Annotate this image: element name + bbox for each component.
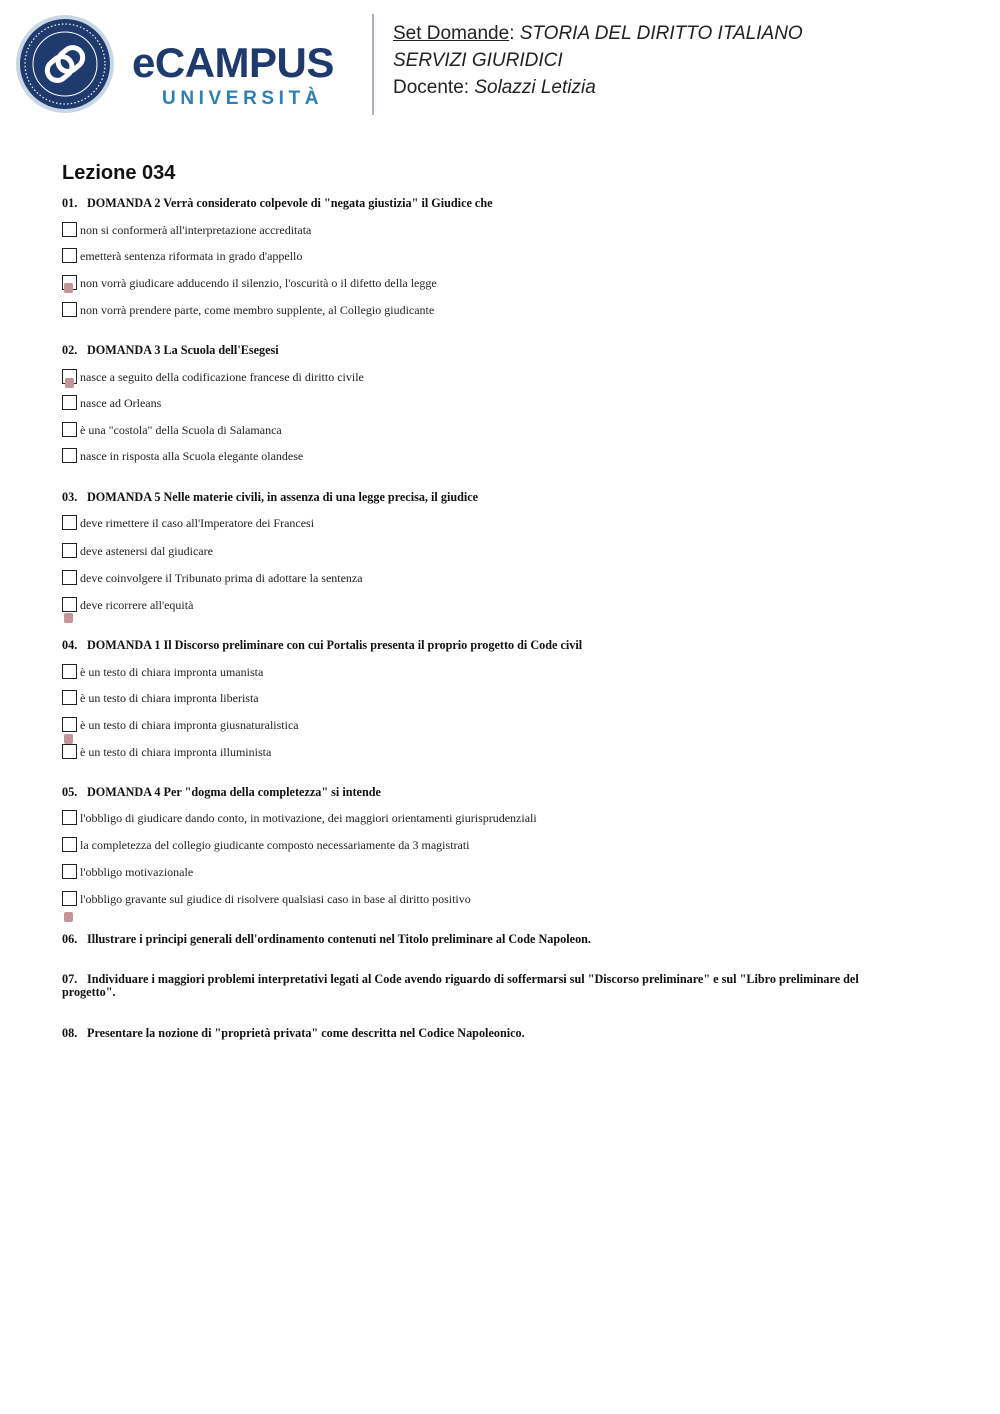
correct-answer-marker (64, 283, 73, 293)
option-text: deve rimettere il caso all'Imperatore dei Francesi (80, 516, 315, 530)
checkbox[interactable] (62, 222, 77, 237)
course-line: Set Domande: STORIA DEL DIRITTO ITALIANO (393, 23, 803, 44)
question-07: 07. Individuare i maggiori problemi interpretativi legati al Code avendo riguardo di soffermarsi sul "Discorso preliminare" e sul "Libro preliminare del progetto". (62, 972, 859, 999)
option-text: deve astenersi dal giudicare (80, 544, 213, 558)
ecampus-seal-logo (15, 14, 115, 114)
checkbox[interactable] (62, 597, 77, 612)
option-text: l'obbligo gravante sul giudice di risolvere qualsiasi caso in base al diritto positivo (80, 892, 471, 906)
teacher-name: Solazzi Letizia (474, 77, 596, 98)
option-text: la completezza del collegio giudicante composto necessariamente da 3 magistrati (80, 838, 470, 852)
checkbox[interactable] (62, 690, 77, 705)
option-text: è una "costola" della Scuola di Salamanca (80, 423, 282, 437)
question-text: DOMANDA 2 Verrà considerato colpevole di "negata giustizia" il Giudice che (87, 196, 493, 210)
question-05: 05. DOMANDA 4 Per "dogma della completezza" si intende (62, 785, 381, 799)
checkbox[interactable] (62, 664, 77, 679)
course-subtitle: SERVIZI GIURIDICI (393, 50, 563, 71)
option-text: è un testo di chiara impronta umanista (80, 665, 264, 679)
checkbox[interactable] (62, 864, 77, 879)
question-text: DOMANDA 3 La Scuola dell'Esegesi (87, 343, 279, 357)
question-text: DOMANDA 4 Per "dogma della completezza" si intende (87, 785, 381, 799)
checkbox[interactable] (62, 248, 77, 263)
brand-name: eCAMPUS (132, 39, 334, 86)
checkbox[interactable] (62, 570, 77, 585)
option-text: l'obbligo di giudicare dando conto, in motivazione, dei maggiori orientamenti giurisprudenziali (80, 811, 537, 825)
correct-answer-marker (65, 378, 74, 388)
checkbox[interactable] (62, 395, 77, 410)
checkbox[interactable] (62, 543, 77, 558)
option-text: è un testo di chiara impronta giusnaturalistica (80, 718, 299, 732)
option-text: è un testo di chiara impronta illuminista (80, 745, 272, 759)
checkbox[interactable] (62, 837, 77, 852)
question-text: Individuare i maggiori problemi interpretativi legati al Code avendo riguardo di soffermarsi sul "Discorso preliminare" e sul "Libro preliminare del progetto". (62, 972, 859, 999)
lesson-title: Lezione 034 (62, 162, 176, 184)
option-text: non vorrà prendere parte, come membro supplente, al Collegio giudicante (80, 303, 435, 317)
teacher-line (393, 78, 596, 97)
option-text: nasce in risposta alla Scuola elegante olandese (80, 449, 304, 463)
option-text: nasce ad Orleans (80, 396, 162, 410)
correct-answer-marker (64, 613, 73, 623)
course-title: STORIA DEL DIRITTO ITALIANO (519, 23, 803, 44)
question-text: Presentare la nozione di "proprietà privata" come descritta nel Codice Napoleonico. (87, 1026, 525, 1040)
checkbox[interactable] (62, 422, 77, 437)
question-text: Illustrare i principi generali dell'ordinamento contenuti nel Titolo preliminare al Code Napoleon. (87, 932, 591, 946)
brand-subtitle: UNIVERSITÀ (162, 88, 324, 109)
option-text: non si conformerà all'interpretazione accreditata (80, 223, 312, 237)
option-text: non vorrà giudicare adducendo il silenzio, l'oscurità o il difetto della legge (80, 276, 437, 290)
correct-answer-marker (64, 734, 73, 744)
checkbox[interactable] (62, 891, 77, 906)
document-header (0, 0, 1000, 130)
question-08: 08. Presentare la nozione di "proprietà privata" come descritta nel Codice Napoleonico. (62, 1026, 525, 1040)
question-text: DOMANDA 1 Il Discorso preliminare con cui Portalis presenta il proprio progetto di Code civil (87, 638, 583, 652)
question-text: DOMANDA 5 Nelle materie civili, in assenza di una legge precisa, il giudice (87, 490, 479, 504)
checkbox[interactable] (62, 302, 77, 317)
option-text: emetterà sentenza riformata in grado d'appello (80, 249, 303, 263)
teacher-label: Docente: (393, 77, 470, 98)
correct-answer-marker (64, 912, 73, 922)
checkbox[interactable] (62, 515, 77, 530)
option-text: l'obbligo motivazionale (80, 865, 194, 879)
question-06: 06. Illustrare i principi generali dell'ordinamento contenuti nel Titolo preliminare al Code Napoleon. (62, 932, 591, 946)
checkbox[interactable] (62, 744, 77, 759)
checkbox[interactable] (62, 810, 77, 825)
option-text: è un testo di chiara impronta liberista (80, 691, 259, 705)
set-label: Set Domande (393, 23, 510, 44)
option-text: deve ricorrere all'equità (80, 598, 194, 612)
option-text: nasce a seguito della codificazione francese di diritto civile (80, 370, 364, 384)
checkbox[interactable] (62, 448, 77, 463)
option-text: deve coinvolgere il Tribunato prima di adottare la sentenza (80, 571, 363, 585)
checkbox[interactable] (62, 717, 77, 732)
header-divider (372, 14, 374, 115)
question-03: 03. DOMANDA 5 Nelle materie civili, in assenza di una legge precisa, il giudice (62, 490, 479, 504)
question-01: 01. DOMANDA 2 Verrà considerato colpevole di "negata giustizia" il Giudice che (62, 196, 493, 210)
question-02: 02. DOMANDA 3 La Scuola dell'Esegesi (62, 343, 279, 357)
course-subtitle-line (393, 51, 563, 70)
question-04: 04. DOMANDA 1 Il Discorso preliminare con cui Portalis presenta il proprio progetto di Code civil (62, 638, 583, 652)
